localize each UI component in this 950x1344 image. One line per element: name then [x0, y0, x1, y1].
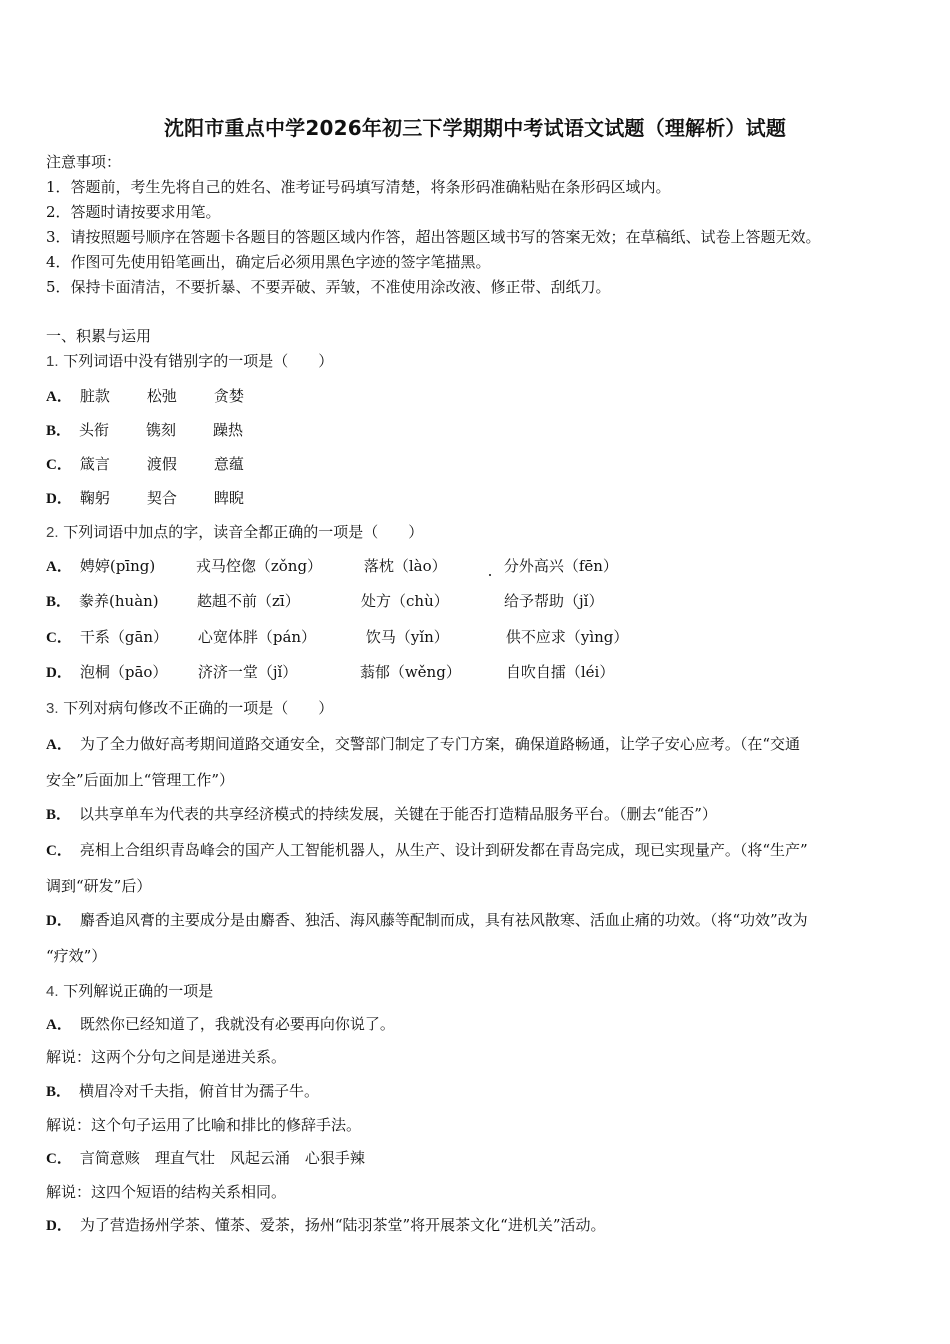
option-label: D． [46, 491, 72, 507]
option-word: 处方（chù） [361, 592, 449, 610]
question-stem: 下列词语中加点的字，读音全都正确的一项是（ ） [63, 523, 424, 541]
option-word: 脏款 [79, 387, 110, 405]
option-label: D． [46, 665, 72, 681]
q1-option-b [46, 420, 243, 441]
notice-item-4: 4．作图可先使用铅笔画出，确定后必须用黑色字迹的签字笔描黑。 [46, 253, 491, 271]
option-word: 头衔 [79, 421, 110, 439]
q4-option-d [46, 1215, 606, 1236]
option-word: 干系（gān） [79, 628, 169, 646]
q1-option-c [46, 454, 244, 475]
q3-option-a-cont: 安全”后面加上“管理工作”） [46, 771, 235, 789]
option-label: B． [46, 423, 72, 439]
q4-option-a [46, 1014, 395, 1035]
option-text: 既然你已经知道了，我就没有必要再向你说了。 [79, 1015, 395, 1033]
option-label: D． [46, 1218, 72, 1234]
option-word: 落枕（lào） [363, 557, 447, 575]
question-2 [46, 522, 423, 543]
option-word: 蓊郁（wěng） [359, 663, 461, 681]
option-word: 意蕴 [213, 455, 244, 473]
option-word: 心宽体胖（pán） [197, 628, 317, 646]
question-3 [46, 698, 333, 719]
question-number: 1. [46, 353, 59, 370]
option-label: D． [46, 913, 72, 929]
option-label: B． [46, 807, 72, 823]
option-word: 给予帮助（jǐ） [504, 592, 604, 610]
q3-option-b [46, 804, 717, 825]
option-word: 戎马倥偬（zǒng） [195, 557, 323, 575]
option-label: A． [46, 1017, 72, 1033]
question-stem: 下列词语中没有错别字的一项是（ ） [63, 352, 334, 370]
option-word: 趑趄不前（zī） [197, 592, 300, 610]
option-text: 为了营造扬州学茶、懂茶、爱茶，扬州“陆羽茶堂”将开展茶文化“进机关”活动。 [79, 1216, 606, 1234]
option-word: 躁热 [213, 421, 244, 439]
option-label: B． [46, 594, 72, 610]
question-4 [46, 981, 213, 1002]
q4-note-c: 解说：这四个短语的结构关系相同。 [46, 1183, 287, 1201]
notice-item-2: 2．答题时请按要求用笔。 [46, 203, 221, 221]
q2-option-c [46, 627, 628, 648]
option-word: 济济一堂（jǐ） [197, 663, 298, 681]
q3-option-d [46, 910, 808, 931]
q3-option-a [46, 734, 800, 755]
option-label: A． [46, 737, 72, 753]
option-label: C． [46, 457, 72, 473]
q2-option-b [46, 591, 603, 612]
notice-item-3: 3．请按照题号顺序在答题卡各题目的答题区域内作答，超出答题区域书写的答案无效；在草稿纸、试卷上答题无效。 [46, 228, 821, 246]
q4-option-c [46, 1148, 365, 1169]
q2-option-a [46, 556, 618, 577]
q2-option-d [46, 662, 614, 683]
option-word: 泡桐（pāo） [79, 663, 168, 681]
question-number: 2. [46, 524, 59, 541]
option-word: 箴言 [79, 455, 110, 473]
option-word: 渡假 [146, 455, 177, 473]
option-word: 饮马（yǐn） [365, 628, 449, 646]
option-text: 麝香追风膏的主要成分是由麝香、独活、海风藤等配制而成，具有祛风散寒、活血止痛的功效。（将“功效”改为 [79, 911, 808, 929]
q1-option-d [46, 488, 244, 509]
option-label: C． [46, 1151, 72, 1167]
option-word: 松弛 [146, 387, 177, 405]
question-stem: 下列解说正确的一项是 [63, 982, 214, 1000]
option-label: C． [46, 630, 72, 646]
q3-option-d-cont: “疗效”） [46, 947, 107, 965]
notice-item-1: 1．答题前，考生先将自己的姓名、准考证号码填写清楚，将条形码准确粘贴在条形码区域内。 [46, 178, 671, 196]
option-text: 言简意赅 理直气壮 风起云涌 心狠手辣 [79, 1149, 365, 1167]
option-word: 供不应求（yìng） [505, 628, 629, 646]
q4-note-a: 解说：这两个分句之间是递进关系。 [46, 1048, 287, 1066]
option-word: 睥睨 [213, 489, 244, 507]
q1-option-a [46, 386, 244, 407]
option-text: 亮相上合组织青岛峰会的国产人工智能机器人，从生产、设计到研发都在青岛完成，现已实现量产。（将“生产” [79, 841, 808, 859]
notice-heading: 注意事项： [46, 153, 122, 171]
option-label: C． [46, 843, 72, 859]
question-1 [46, 351, 333, 372]
option-label: B． [46, 1084, 72, 1100]
q4-option-b [46, 1081, 319, 1102]
question-number: 3. [46, 700, 59, 717]
q4-note-b: 解说：这个句子运用了比喻和排比的修辞手法。 [46, 1116, 362, 1134]
question-stem: 下列对病句修改不正确的一项是（ ） [63, 699, 334, 717]
option-word: 娉婷(pīng) [79, 557, 156, 575]
q3-option-c [46, 840, 808, 861]
option-label: A． [46, 389, 72, 405]
option-text: 为了全力做好高考期间道路交通安全，交警部门制定了专门方案，确保道路畅通，让学子安心应考。（在“交通 [79, 735, 801, 753]
option-word: 贪婪 [213, 387, 244, 405]
option-word: 豢养(huàn) [79, 592, 159, 610]
option-word: 分外高兴（fēn） [503, 557, 618, 575]
option-word: 契合 [146, 489, 177, 507]
section-heading: 一、积累与运用 [46, 327, 152, 345]
option-word: 镌刻 [146, 421, 177, 439]
option-word: 鞠躬 [79, 489, 110, 507]
notice-item-5: 5．保持卡面清洁，不要折暴、不要弄破、弄皱，不准使用涂改液、修正带、刮纸刀。 [46, 278, 611, 296]
emphasis-dot [489, 574, 491, 576]
question-number: 4. [46, 983, 59, 1000]
q3-option-c-cont: 调到“研发”后） [46, 877, 152, 895]
option-word: 自吹自擂（léi） [505, 663, 615, 681]
option-label: A． [46, 559, 72, 575]
option-text: 以共享单车为代表的共享经济模式的持续发展，关键在于能否打造精品服务平台。（删去“能否”） [79, 805, 717, 823]
option-text: 横眉冷对千夫指，俯首甘为孺子牛。 [79, 1082, 320, 1100]
page-title: 沈阳市重点中学2026年初三下学期期中考试语文试题（理解析）试题 [163, 116, 787, 140]
